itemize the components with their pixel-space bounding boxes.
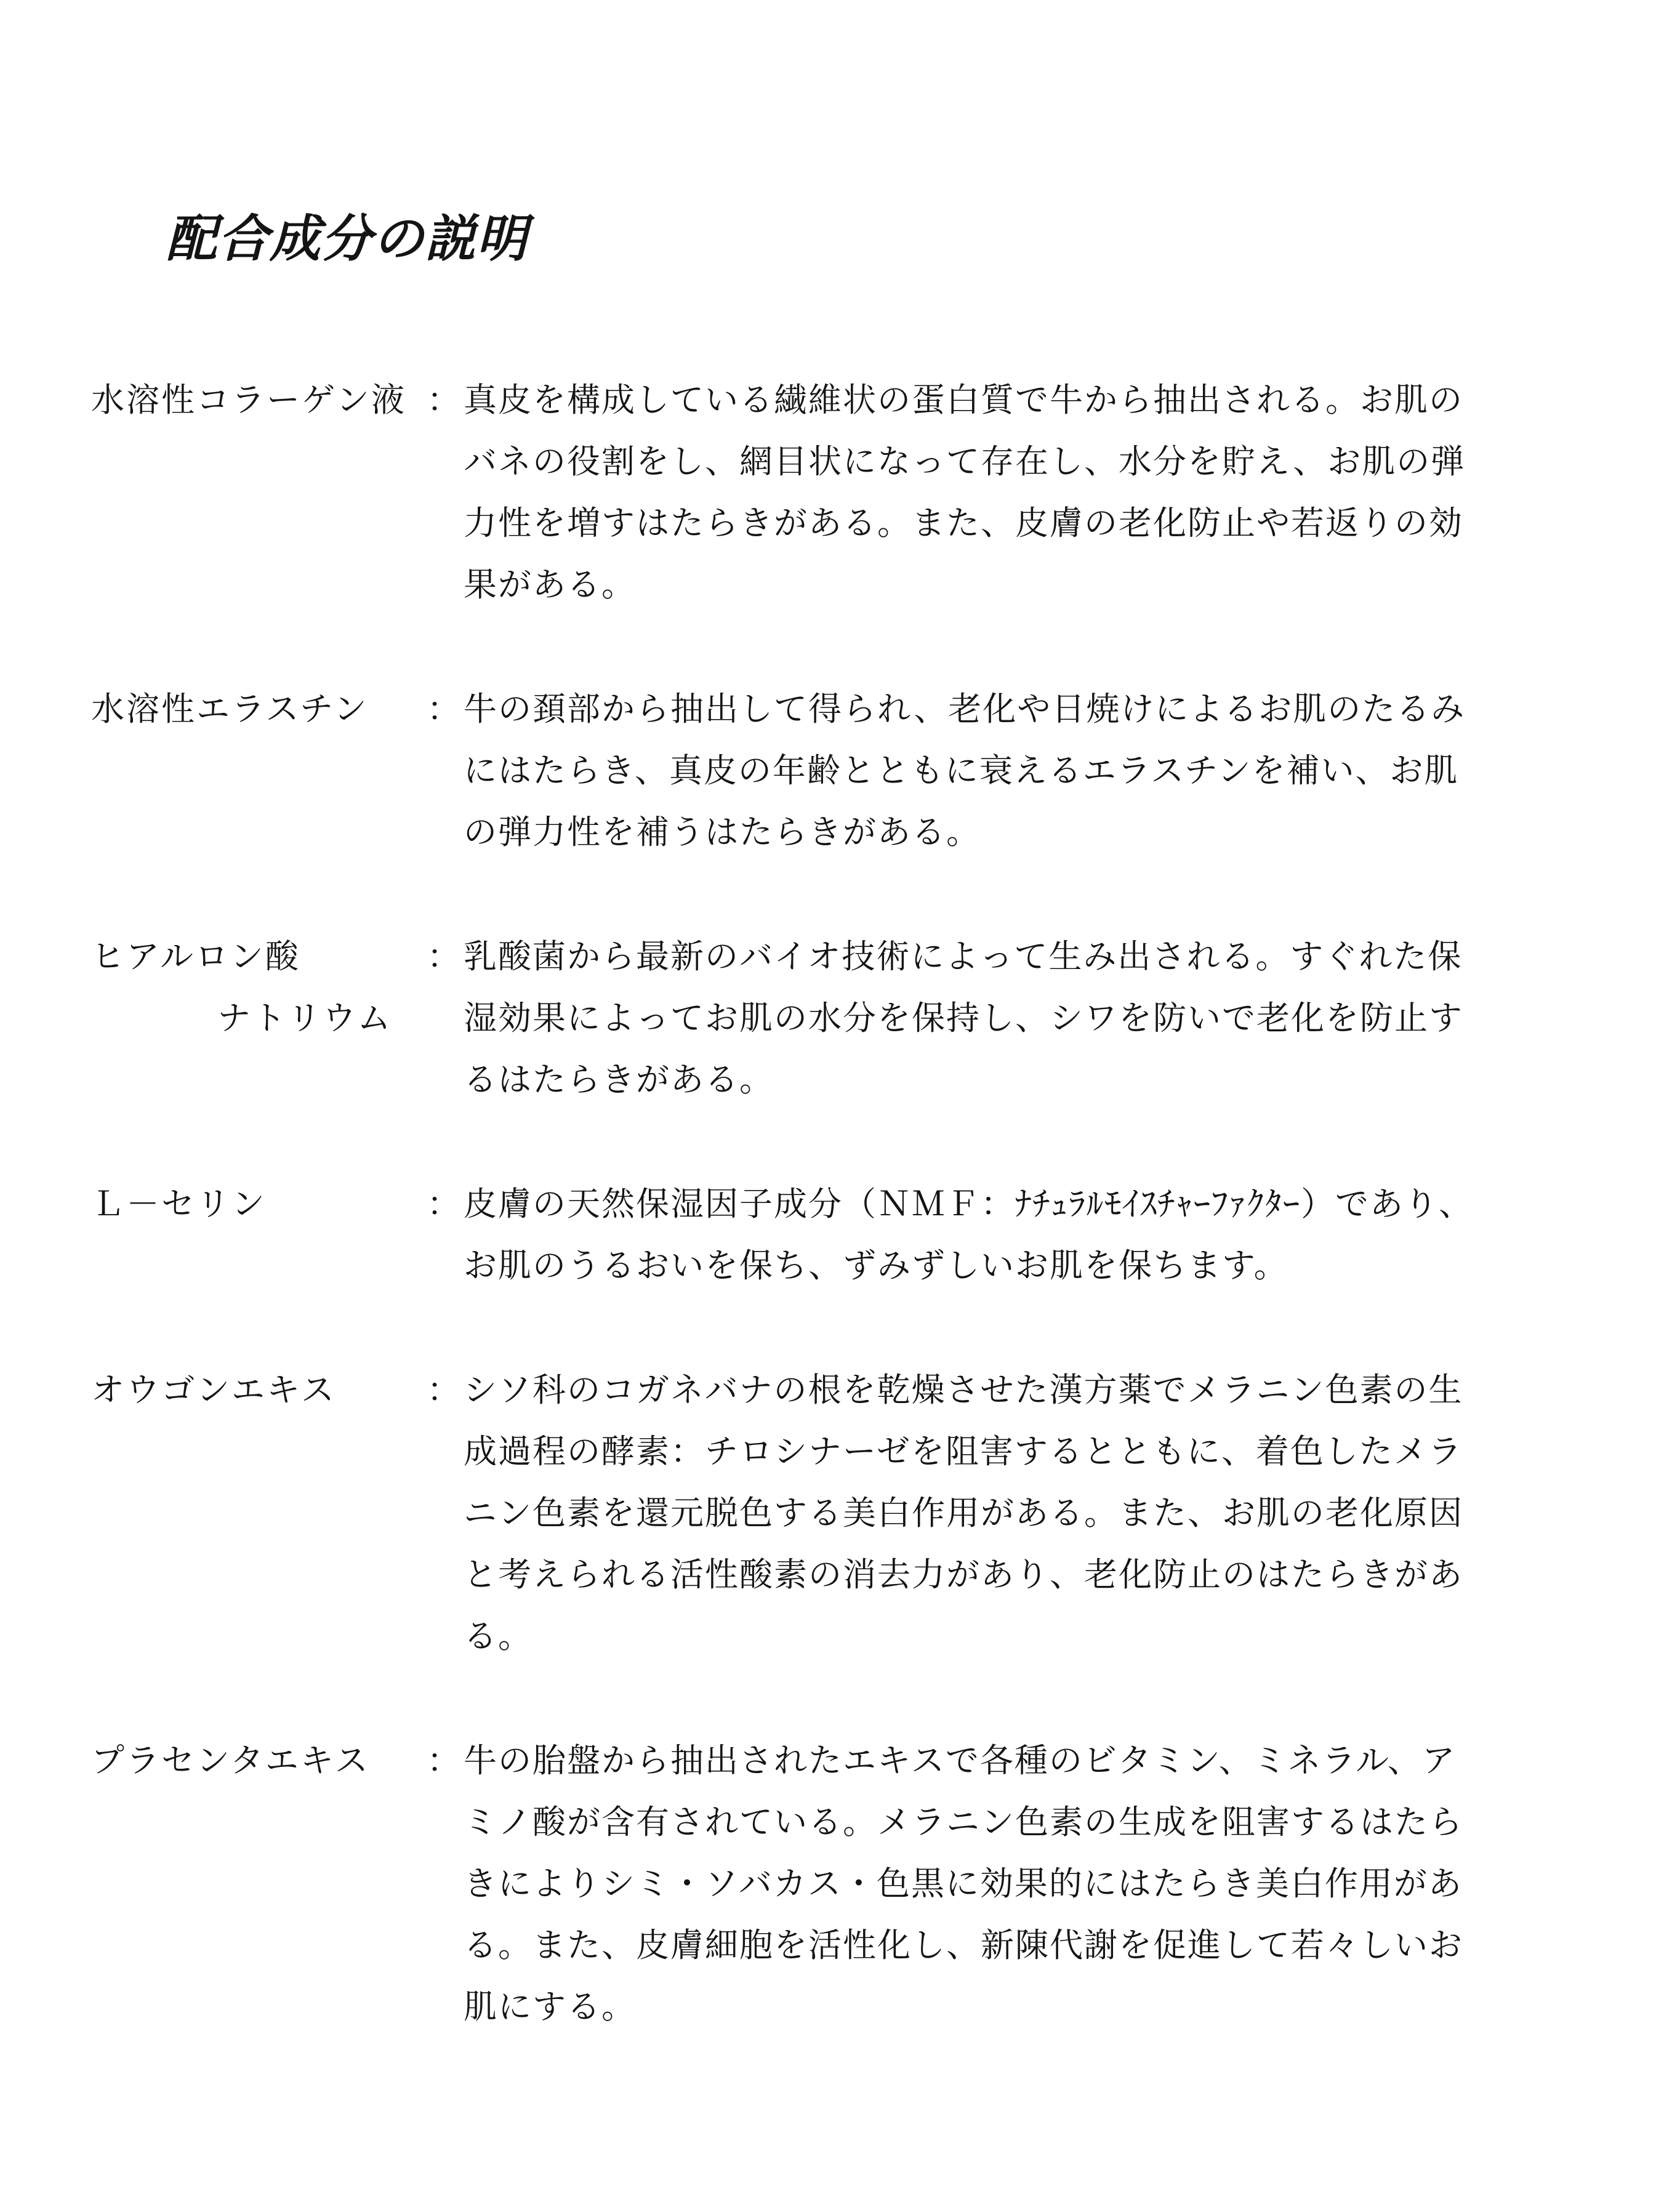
description-line: の弾力性を補うはたらきがある。	[464, 813, 981, 851]
ingredient-name-line: ナトリウム	[217, 999, 393, 1037]
ingredient-name-line: ヒアルロン酸	[91, 937, 300, 976]
ingredient-description	[464, 926, 1507, 1111]
page-title: 配合成分の説明	[166, 210, 528, 268]
ingredient-description	[464, 1173, 1507, 1297]
ingredient-entry-hyaluronic	[91, 926, 1550, 1111]
ingredient-name	[91, 678, 424, 740]
ingredient-entry-placenta	[91, 1730, 1550, 2038]
ingredient-entry-ougon	[91, 1359, 1550, 1667]
description-line: にはたらき、真皮の年齢とともに衰えるエラスチンを補い、お肌	[464, 751, 1459, 790]
description-line: きによりシミ・ソバカス・色黒に効果的にはたらき美白作用があ	[464, 1864, 1463, 1903]
separator-colon: ：	[427, 1370, 460, 1409]
description-line: 牛の胎盤から抽出されたエキスで各種のビタミン、ミネラル、ア	[464, 1741, 1457, 1780]
description-line: 牛の頚部から抽出して得られ、老化や日焼けによるお肌のたるみ	[464, 690, 1466, 728]
description-line: 真皮を構成している繊維状の蛋白質で牛から抽出される。お肌の	[464, 380, 1463, 419]
description-line: る。また、皮膚細胞を活性化し、新陳代謝を促進して若々しいお	[464, 1926, 1463, 1965]
ingredient-name	[91, 369, 424, 431]
ingredient-description	[464, 678, 1507, 863]
ingredient-entry-elastin	[91, 678, 1550, 863]
separator-colon: ：	[427, 1741, 460, 1780]
separator-colon: ：	[427, 937, 460, 976]
ingredient-description	[464, 1730, 1507, 2038]
description-line: 果がある。	[464, 565, 636, 604]
separator-colon: ：	[427, 690, 460, 728]
ingredient-description	[464, 369, 1507, 616]
description-line: バネの役割をし、網目状になって存在し、水分を貯え、お肌の弾	[464, 442, 1466, 481]
ingredient-entry-serine	[91, 1173, 1550, 1297]
ingredient-name-line: 水溶性コラーゲン液	[91, 380, 406, 419]
description-line: 成過程の酵素：チロシナーゼを阻害するとともに、着色したメラ	[464, 1432, 1463, 1471]
ingredient-name	[91, 1173, 424, 1235]
description-line: 皮膚の天然保湿因子成分（ＮＭＦ：ﾅﾁｭﾗﾙﾓｲｽﾁｬｰﾌｧｸﾀｰ）であり、	[464, 1184, 1473, 1223]
description-line: 肌にする。	[464, 1987, 636, 2026]
description-line: シソ科のコガネバナの根を乾燥させた漢方薬でメラニン色素の生	[464, 1370, 1463, 1409]
ingredient-name-line: 水溶性エラスチン	[91, 690, 369, 728]
description-line: るはたらきがある。	[464, 1060, 774, 1099]
ingredient-name	[91, 1730, 424, 1792]
description-line: 湿効果によってお肌の水分を保持し、シワを防いで老化を防止す	[464, 999, 1463, 1037]
ingredient-name-line: Ｌ－セリン	[91, 1184, 267, 1223]
description-line: お肌のうるおいを保ち、ずみずしいお肌を保ちます。	[464, 1246, 1288, 1285]
description-line: ミノ酸が含有されている。メラニン色素の生成を阻害するはたら	[464, 1803, 1463, 1841]
ingredient-entry-collagen	[91, 369, 1550, 616]
ingredient-list	[91, 369, 1550, 2038]
description-line: 乳酸菌から最新のバイオ技術によって生み出される。すぐれた保	[464, 937, 1463, 976]
separator-colon: ：	[427, 380, 460, 419]
ingredient-name	[91, 926, 424, 1049]
description-line: と考えられる活性酸素の消去力があり、老化防止のはたらきがあ	[464, 1555, 1463, 1594]
ingredient-description	[464, 1359, 1507, 1667]
description-line: 力性を増すはたらきがある。また、皮膚の老化防止や若返りの効	[464, 504, 1463, 542]
ingredient-name-line: オウゴンエキス	[91, 1370, 336, 1409]
description-line: ニン色素を還元脱色する美白作用がある。また、お肌の老化原因	[464, 1494, 1463, 1532]
separator-colon: ：	[427, 1184, 460, 1223]
ingredient-name	[91, 1359, 424, 1421]
description-line: る。	[464, 1617, 533, 1655]
ingredient-name-line: プラセンタエキス	[91, 1741, 370, 1780]
